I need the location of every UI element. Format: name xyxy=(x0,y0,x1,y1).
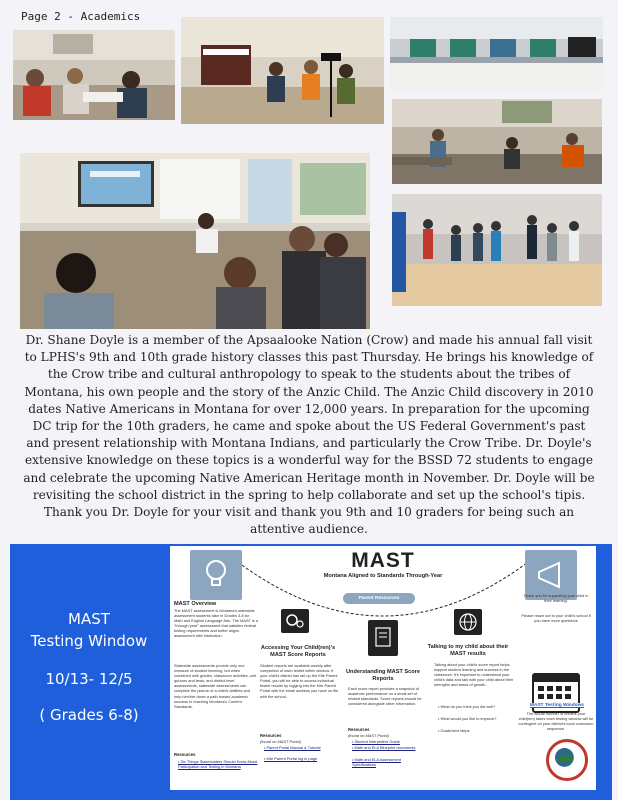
assessment-specs-link[interactable]: • Math and ELA Assessment Specifications xyxy=(352,757,426,767)
overview-resources-label: Resources xyxy=(174,752,196,757)
photo-classroom-presentation xyxy=(392,99,602,184)
understand-p1: Each score report provides a snapshot of academic performance on a small set of related standards. Score reports should be considered alongside other information. xyxy=(348,686,422,707)
page-label: Page 2 - Academics xyxy=(21,10,141,23)
six-things-link[interactable]: • Six Things Stakeholders Should Know About Participation and Testing in Montana xyxy=(178,759,258,769)
mast-label: MAST xyxy=(68,610,110,628)
testing-dates: 10/13- 12/5 xyxy=(45,670,133,688)
access-p1: Student reports are available weekly after completion of each testlet within window. If your child's district has set up the Kite Parent Portal, you will be able to access individual testlet results by logging into the Kite Parent Portal with the email address you have on file with the school. xyxy=(260,663,339,699)
bottom-bar xyxy=(10,792,612,800)
talking-bullet-2: • What would you like to improve? xyxy=(438,716,512,721)
understand-heading: Understanding MAST Score Reports xyxy=(346,669,420,682)
interpretive-guide-link[interactable]: • Student Interpretive Guide xyxy=(352,739,426,744)
flyer-subtitle: Montana Aligned to Standards Through-Year xyxy=(323,573,443,579)
flyer-title: MAST xyxy=(351,549,415,572)
score-report-icon xyxy=(368,620,398,656)
overview-p2: Statewide assessments provide only one measure of student learning, but when combined with grades, classroom activities, unit quizzes and tests, and district-level assessments, statewide assessments can complete the picture of a child's abilities and help him/her down a path toward academic success in reaching Montana's Content Standards. xyxy=(174,663,257,709)
access-heading: Accessing Your Child(ren)'s MAST Score Reports xyxy=(260,645,336,658)
mast-flyer xyxy=(170,546,596,790)
testing-window-label: Testing Window xyxy=(30,632,148,650)
testing-windows-note: The actual number of testlets your child(ren) takes each testing window will be contingent on your district's local curriculum sequence. xyxy=(518,711,594,732)
kite-portal-login-link[interactable]: • Kite Parent Portal log in page xyxy=(264,756,340,761)
gears-icon xyxy=(281,609,309,633)
photo-computer-lab xyxy=(390,17,603,90)
photo-music-room xyxy=(181,17,384,124)
talking-bullet-1: • What do you think you did well? xyxy=(438,704,512,709)
support-thanks: Thank you for supporting your child in their learning. xyxy=(523,593,589,604)
blueprint-link[interactable]: • Math and ELA Blueprint documents xyxy=(352,745,426,750)
photo-students-desks xyxy=(13,30,175,120)
globe-icon xyxy=(454,609,482,635)
talking-bullet-3: • Goals/next steps xyxy=(438,728,512,733)
photo-history-class xyxy=(20,153,370,329)
testing-grades: ( Grades 6-8) xyxy=(39,706,139,724)
parent-portal-manual-link[interactable]: • Parent Portal Manual & Tutorial xyxy=(264,745,340,750)
mast-testing-window xyxy=(10,544,168,792)
opi-seal xyxy=(546,739,588,781)
understand-found-note: (found on MAST Portal) xyxy=(348,733,389,738)
understand-resources-label: Resources xyxy=(348,727,370,732)
access-resources-label: Resources xyxy=(260,733,282,738)
parent-resources-pill: Parent Resources xyxy=(343,593,415,604)
photo-gym-activity xyxy=(392,194,602,306)
article-text: Dr. Shane Doyle is a member of the Apsaalooke Nation (Crow) and made his annual fall visit to LPHS's 9th and 10th grade history classes this past Thursday. He brings his knowledge of the Crow tribe and cultural anthropology to speak to the students about the tribes of Montana, his own people and the story of the Anzic Child. The Anzic Child discovery in 2010 dates Native Americans in Montana for over 12,000 years. In preparation for the upcoming DC trip for the 10th graders, he came and spoke about the US Federal Government's past and present relationship with Montana Indians, and particularly the Crow Tribe. Dr. Doyle's extensive knowledge on these topics is a wonderful way for the BSSD 72 students to engage and celebrate the upcoming Native American Heritage month in November. Dr. Doyle will be revisiting the school district in the spring to help collaborate and set up the school's tipis. Thank you Dr. Doyle for your visit and thank you 9th and 10 graders for being such an attentive audience. xyxy=(23,333,595,537)
overview-heading: MAST Overview xyxy=(174,601,217,607)
testing-windows-link[interactable]: MAST Testing Windows xyxy=(518,703,596,708)
overview-p1: The MAST assessment is Montana's statewide assessment students take in Grades 3-8 for Math and English Language Arts. The MAST is a "through year" assessment that satisfies federal testing requirements and better aligns assessment with instruction. xyxy=(174,608,258,639)
support-contact: Please reach out to your child's school if you have more questions xyxy=(521,613,591,624)
talking-heading: Talking to my child about their MAST results xyxy=(427,644,509,657)
talking-p1: Talking about your child's score report helps support student learning and success in the classroom. It's important to understand your child's data and talk with your child about their strengths and areas of growth. xyxy=(434,662,514,688)
access-found-note: (found on MAST Portal) xyxy=(260,739,301,744)
opi-seal-text xyxy=(549,742,550,743)
